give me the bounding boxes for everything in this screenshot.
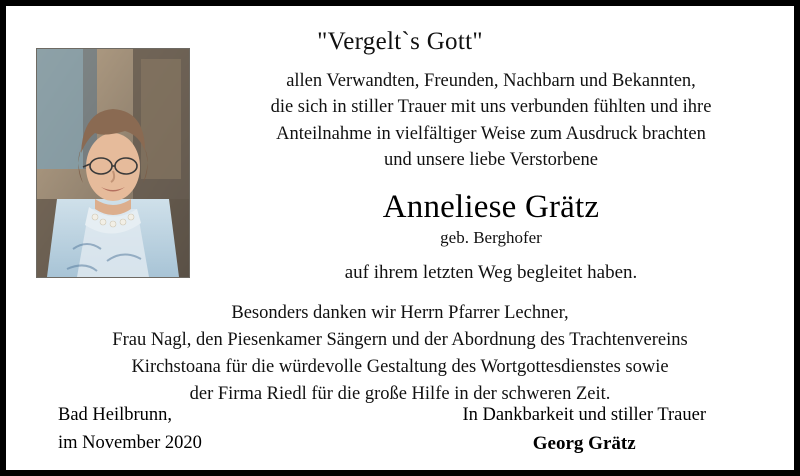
portrait-illustration <box>37 49 189 277</box>
obituary-footer <box>6 402 794 458</box>
signature: Georg Grätz <box>532 432 636 454</box>
thanks-text <box>24 300 776 407</box>
maiden-name: geb. Berghofer <box>440 228 542 248</box>
portrait-photo <box>36 48 190 278</box>
quote-heading: "Vergelt`s Gott" <box>317 28 483 55</box>
date: im November 2020 <box>58 432 202 453</box>
closing: In Dankbarkeit und stiller Trauer <box>462 404 706 425</box>
intro-line-4: und unsere liebe Verstorbene <box>384 149 598 170</box>
thanks-line-3: Kirchstoana für die würdevolle Gestaltung des Wortgottesdienstes sowie <box>131 356 669 377</box>
closing-and-signature <box>462 402 706 458</box>
thanks-line-4: der Firma Riedl für die große Hilfe in der schweren Zeit. <box>189 383 611 404</box>
intro-line-3: Anteilnahme in vielfältiger Weise zum Ausdruck brachten <box>276 123 706 144</box>
intro-line-1: allen Verwandten, Freunden, Nachbarn und Bekannten, <box>286 71 696 91</box>
intro-line-2: die sich in stiller Trauer mit uns verbunden fühlten und ihre <box>270 97 712 118</box>
deceased-name: Anneliese Grätz <box>382 189 600 226</box>
obituary-body <box>214 68 768 284</box>
accompanied-text: auf ihrem letzten Weg begleitet haben. <box>344 262 638 284</box>
thanks-line-1: Besonders danken wir Herrn Pfarrer Lechner, <box>231 303 569 324</box>
place: Bad Heilbrunn, <box>58 404 173 425</box>
intro-text <box>214 68 768 173</box>
thanks-line-2: Frau Nagl, den Piesenkamer Sängern und der Abordnung des Trachtenvereins <box>112 329 688 350</box>
place-and-date <box>58 402 202 458</box>
